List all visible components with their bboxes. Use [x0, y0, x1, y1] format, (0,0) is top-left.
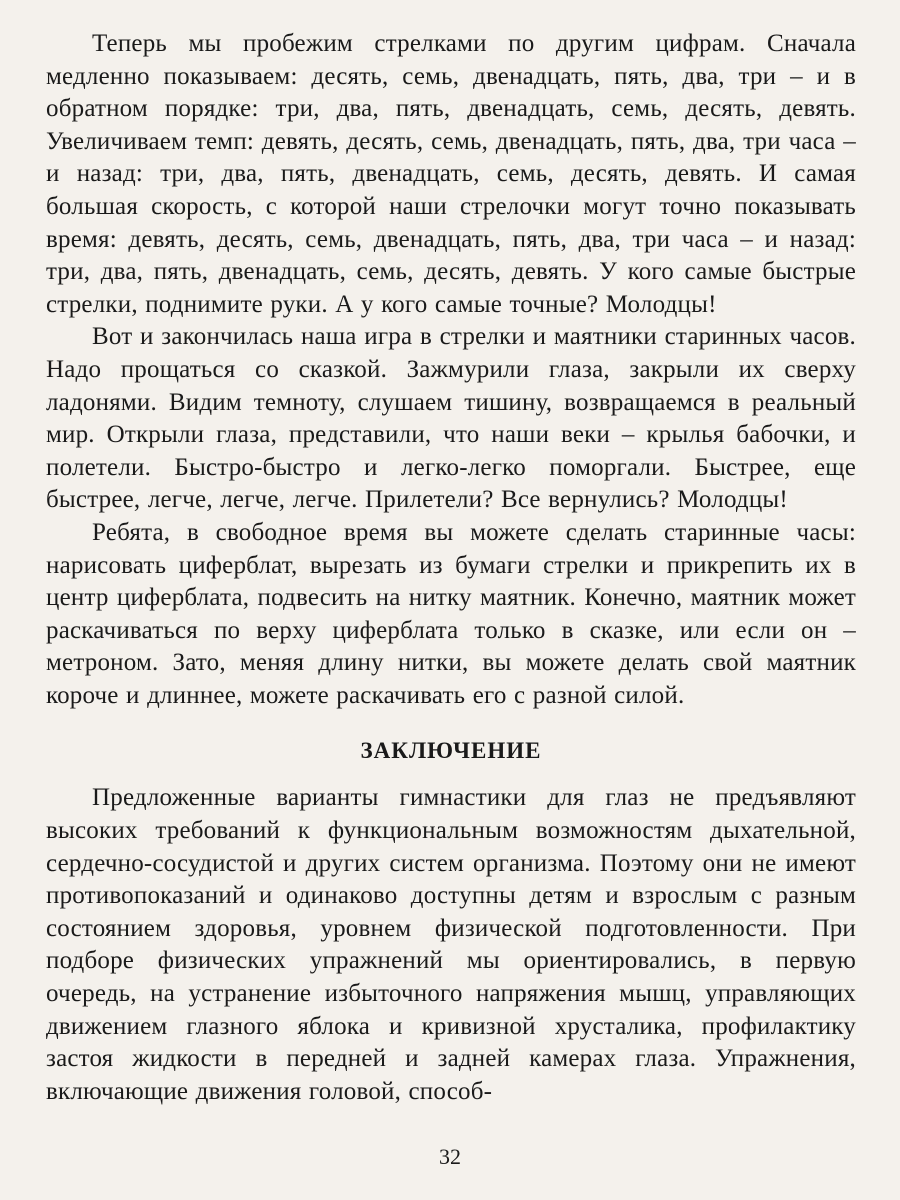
page-number: 32 — [439, 1144, 461, 1169]
paragraph-make-clock: Ребята, в свободное время вы можете сделать старинные часы: нарисовать циферблат, вырезать из бумаги стрелки и прикрепить их в центр циферблата, подвесить на нитку маятник. Конечно, маятник может раскачиваться по верху циферблата только в сказке, или если он – метроном. Зато, меняя длину нитки, вы можете делать свой маятник короче и длиннее, можете раскачивать его с разной силой. — [46, 518, 856, 709]
paragraph-conclusion: Предложенные варианты гимнастики для глаз не предъявляют высоких требований к функциональным возможностям дыхательной, сердечно-сосудистой и других систем организма. Поэтому они не имеют противопоказаний и одинаково доступны детям и взрослым с разным состоянием здоровья, уровнем физической подготовленности. При подборе физических упражнений мы ориентировались, в первую очередь, на устранение избыточного напряжения мышц, управляющих движением глазного яблока и кривизной хрусталика, профилактику застоя жидкости в передней и задней камерах глаза. Упражнения, включающие движения головой, способ- — [46, 784, 856, 1105]
section-heading-conclusion: ЗАКЛЮЧЕНИЕ — [360, 738, 542, 764]
paragraph-clock-hands-exercise: Теперь мы пробежим стрелками по другим цифрам. Сначала медленно показываем: десять, семь, двенадцать, пять, два, три – и в обратном порядке: три, два, пять, двенадцать, семь, десять, девять. Увеличиваем темп: девять, десять, семь, двенадцать, пять, два, три часа – и назад: три, два, пять, двенадцать, семь, десять, девять. И самая большая скорость, с которой наши стрелочки могут точно показывать время: девять, десять, семь, двенадцать, пять, два, три часа – и назад: три, два, пять, двенадцать, семь, десять, девять. У кого самые быстрые стрелки, поднимите руки. А у кого самые точные? Молодцы! — [46, 30, 856, 318]
paragraph-end-of-game: Вот и закончилась наша игра в стрелки и маятники старинных часов. Надо прощаться со сказкой. Зажмурили глаза, закрыли их сверху ладонями. Видим темноту, слушаем тишину, возвращаемся в реальный мир. Открыли глаза, представили, что наши веки – крылья бабочки, и полетели. Быстро-быстро и легко-легко поморгали. Быстрее, еще быстрее, легче, легче, легче. Прилетели? Все вернулись? Молодцы! — [46, 323, 856, 514]
